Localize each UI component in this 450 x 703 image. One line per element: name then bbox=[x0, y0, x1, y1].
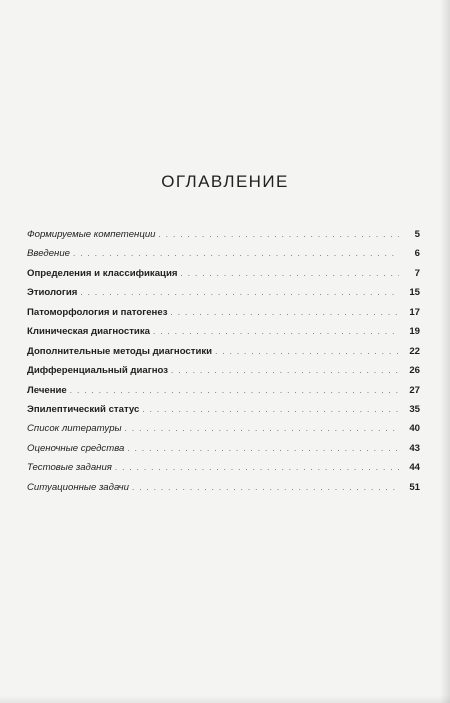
toc-entry-label: Клиническая диагностика bbox=[27, 326, 150, 338]
toc-page-number: 26 bbox=[409, 365, 420, 377]
toc-row[interactable] bbox=[27, 346, 420, 365]
toc-entry-label: Эпилептический статус bbox=[27, 403, 140, 415]
dot-leader bbox=[70, 386, 399, 395]
toc-row[interactable] bbox=[27, 307, 420, 326]
toc-page-number: 6 bbox=[414, 248, 420, 260]
toc-entry-label: Этиология bbox=[27, 287, 78, 299]
toc-page-number: 19 bbox=[409, 326, 420, 338]
page-edge-shadow bbox=[440, 0, 450, 703]
toc-row[interactable] bbox=[27, 287, 420, 306]
toc-page-number: 15 bbox=[409, 287, 420, 299]
toc-entry-label: Определения и классификация bbox=[27, 267, 178, 279]
dot-leader bbox=[159, 230, 400, 239]
toc-entry-label: Список литературы bbox=[27, 423, 122, 435]
toc-page-number: 44 bbox=[409, 462, 420, 474]
dot-leader bbox=[73, 249, 399, 258]
toc-row[interactable] bbox=[27, 229, 420, 248]
toc-row[interactable] bbox=[27, 482, 420, 501]
toc-row[interactable] bbox=[27, 268, 420, 287]
dot-leader bbox=[125, 424, 399, 433]
toc-row[interactable] bbox=[27, 443, 420, 462]
dot-leader bbox=[170, 308, 399, 317]
toc-page-number: 40 bbox=[409, 423, 420, 435]
toc-entry-label: Патоморфология и патогенез bbox=[27, 306, 168, 318]
toc-entry-label: Дифференциальный диагноз bbox=[27, 365, 169, 377]
dot-leader bbox=[132, 483, 399, 492]
dot-leader bbox=[180, 269, 399, 278]
dot-leader bbox=[115, 463, 399, 472]
dot-leader bbox=[215, 347, 399, 356]
toc-entry-label: Ситуационные задачи bbox=[27, 481, 129, 493]
toc-row[interactable] bbox=[27, 423, 420, 442]
dot-leader bbox=[80, 288, 399, 297]
toc-page-number: 27 bbox=[409, 384, 420, 396]
toc-entry-label: Дополнительные методы диагностики bbox=[27, 345, 213, 357]
toc-entry-label: Тестовые задания bbox=[27, 462, 112, 474]
toc-page-number: 35 bbox=[409, 403, 420, 415]
page-bottom-shadow bbox=[0, 695, 450, 703]
toc-entry-label: Лечение bbox=[27, 384, 67, 396]
toc-page-number: 43 bbox=[409, 442, 420, 454]
table-of-contents bbox=[27, 229, 420, 501]
toc-row[interactable] bbox=[27, 462, 420, 481]
page-title: ОГЛАВЛЕНИЕ bbox=[161, 172, 289, 191]
toc-page-number: 51 bbox=[409, 481, 420, 493]
toc-page-number: 22 bbox=[409, 345, 420, 357]
dot-leader bbox=[142, 405, 399, 414]
toc-row[interactable] bbox=[27, 326, 420, 345]
toc-page-number: 5 bbox=[414, 229, 420, 240]
dot-leader bbox=[153, 327, 399, 336]
toc-row[interactable] bbox=[27, 365, 420, 384]
dot-leader bbox=[127, 444, 399, 453]
toc-row[interactable] bbox=[27, 248, 420, 267]
toc-entry-label: Введение bbox=[27, 248, 71, 260]
toc-row[interactable] bbox=[27, 385, 420, 404]
toc-page-number: 7 bbox=[414, 267, 420, 279]
toc-page-number: 17 bbox=[409, 306, 420, 318]
toc-entry-label: Оценочные средства bbox=[27, 442, 125, 454]
toc-entry-label: Формируемые компетенции bbox=[27, 229, 156, 240]
dot-leader bbox=[171, 366, 399, 375]
toc-row[interactable] bbox=[27, 404, 420, 423]
